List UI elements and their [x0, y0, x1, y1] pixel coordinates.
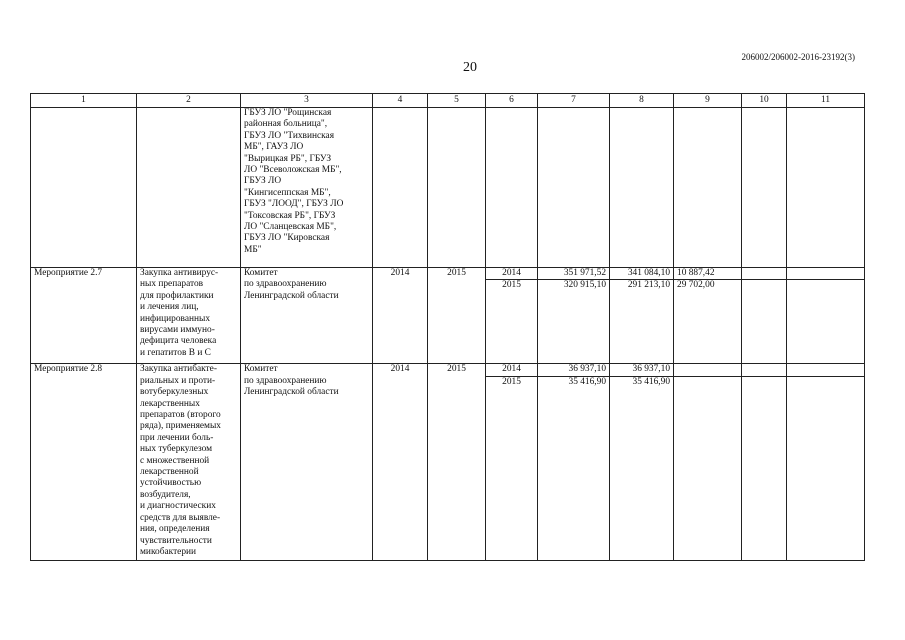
- text-line: ряда), применяемых: [140, 421, 221, 432]
- cell-empty: [742, 108, 787, 268]
- year-cell: 2014: [486, 364, 538, 376]
- value-col11: [787, 364, 865, 376]
- value-col8: 291 213,10: [610, 280, 674, 364]
- text-line: и диагностических: [140, 501, 216, 512]
- page-number: 20: [463, 60, 477, 75]
- col-header-4: 4: [373, 94, 428, 108]
- text-line: Комитет: [244, 364, 278, 375]
- value-col9: 10 887,42: [674, 268, 742, 280]
- cell-empty: [137, 108, 241, 268]
- cell-empty: [428, 108, 486, 268]
- text-line: Закупка антибакте-: [140, 364, 217, 375]
- value-col9: [674, 376, 742, 560]
- cell-empty: [31, 108, 137, 268]
- text-line: возбудителя,: [140, 489, 191, 500]
- value-col11: [787, 268, 865, 280]
- measure-row: [31, 364, 865, 376]
- value-col7: 351 971,52: [538, 268, 610, 280]
- text-line: устойчивостью: [140, 478, 202, 489]
- measure-executor: [241, 268, 373, 364]
- text-line: при лечении боль-: [140, 432, 214, 443]
- text-line: ЛО "Сланцевская МБ",: [244, 222, 337, 233]
- measure-label: Мероприятие 2.7: [31, 268, 137, 364]
- measure-description: [137, 364, 241, 560]
- text-line: районная больница",: [244, 119, 328, 130]
- cell-empty: [538, 108, 610, 268]
- continuation-row: [31, 108, 865, 268]
- text-line: Ленинградской области: [244, 290, 339, 301]
- col-header-10: 10: [742, 94, 787, 108]
- text-line: ГБУЗ ЛО "Рощинская: [244, 108, 332, 118]
- col-header-3: 3: [241, 94, 373, 108]
- cell-empty: [610, 108, 674, 268]
- text-line: лекарственной: [140, 467, 199, 478]
- text-line: для профилактики: [140, 290, 214, 301]
- text-line: и гепатитов В и С: [140, 347, 211, 358]
- col-header-1: 1: [31, 94, 137, 108]
- text-line: "Токсовская РБ", ГБУЗ: [244, 210, 336, 221]
- text-line: по здравоохранению: [244, 375, 327, 386]
- measure-label: Мероприятие 2.8: [31, 364, 137, 560]
- text-line: ГБУЗ "ЛООД", ГБУЗ ЛО: [244, 199, 344, 210]
- text-line: и лечения лиц,: [140, 302, 199, 313]
- text-line: ГБУЗ ЛО: [244, 176, 282, 187]
- col-header-8: 8: [610, 94, 674, 108]
- value-col10: [742, 376, 787, 560]
- value-col7: 36 937,10: [538, 364, 610, 376]
- value-col10: [742, 364, 787, 376]
- text-line: ния, определения: [140, 524, 210, 535]
- value-col8: 35 416,90: [610, 376, 674, 560]
- measure-executor: [241, 364, 373, 560]
- value-col8: 36 937,10: [610, 364, 674, 376]
- text-line: ГБУЗ ЛО "Кировская: [244, 233, 330, 244]
- value-col9: [674, 364, 742, 376]
- year-cell: 2014: [486, 268, 538, 280]
- end-year: 2015: [428, 364, 486, 560]
- col-header-2: 2: [137, 94, 241, 108]
- measure-description: [137, 268, 241, 364]
- text-line: Ленинградской области: [244, 387, 339, 398]
- text-line: с множественной: [140, 455, 210, 466]
- text-line: микобактерии: [140, 546, 197, 557]
- text-line: по здравоохранению: [244, 279, 327, 290]
- end-year: 2015: [428, 268, 486, 364]
- year-cell: 2015: [486, 280, 538, 364]
- year-cell: 2015: [486, 376, 538, 560]
- measure-row: [31, 268, 865, 280]
- text-line: МБ", ГАУЗ ЛО: [244, 142, 304, 153]
- text-line: вирусами иммуно-: [140, 325, 215, 336]
- text-line: инфицированных: [140, 313, 211, 324]
- col-header-6: 6: [486, 94, 538, 108]
- cell-empty: [373, 108, 428, 268]
- text-line: чувствительности: [140, 535, 212, 546]
- cell-empty: [787, 108, 865, 268]
- col-header-9: 9: [674, 94, 742, 108]
- text-line: "Кингисеппская МБ",: [244, 187, 331, 198]
- cell-empty: [674, 108, 742, 268]
- text-line: ГБУЗ ЛО "Тихвинская: [244, 130, 335, 141]
- value-col11: [787, 280, 865, 364]
- text-line: вотуберкулезных: [140, 387, 209, 398]
- text-line: МБ": [244, 244, 262, 255]
- text-line: ных туберкулезом: [140, 444, 213, 455]
- start-year: 2014: [373, 268, 428, 364]
- text-line: препаратов (второго: [140, 410, 221, 421]
- text-line: "Вырицкая РБ", ГБУЗ: [244, 153, 332, 164]
- text-line: Закупка антивирус-: [140, 268, 219, 278]
- value-col9: 29 702,00: [674, 280, 742, 364]
- text-line: риальных и проти-: [140, 375, 216, 386]
- text-line: лекарственных: [140, 398, 200, 409]
- value-col10: [742, 268, 787, 280]
- text-line: Комитет: [244, 268, 278, 278]
- cell-empty: [486, 108, 538, 268]
- value-col10: [742, 280, 787, 364]
- value-col8: 341 084,10: [610, 268, 674, 280]
- value-col7: 320 915,10: [538, 280, 610, 364]
- value-col11: [787, 376, 865, 560]
- text-line: ных препаратов: [140, 279, 204, 290]
- program-measures-table: [30, 93, 865, 561]
- text-line: дефицита человека: [140, 336, 217, 347]
- value-col7: 35 416,90: [538, 376, 610, 560]
- document-id: 206002/206002-2016-23192(3): [741, 52, 855, 62]
- start-year: 2014: [373, 364, 428, 560]
- text-line: ЛО "Всеволожская МБ",: [244, 165, 342, 176]
- text-line: средств для выявле-: [140, 512, 221, 523]
- col-header-5: 5: [428, 94, 486, 108]
- executors-continuation: [241, 108, 373, 268]
- header-row: [31, 94, 865, 108]
- col-header-11: 11: [787, 94, 865, 108]
- col-header-7: 7: [538, 94, 610, 108]
